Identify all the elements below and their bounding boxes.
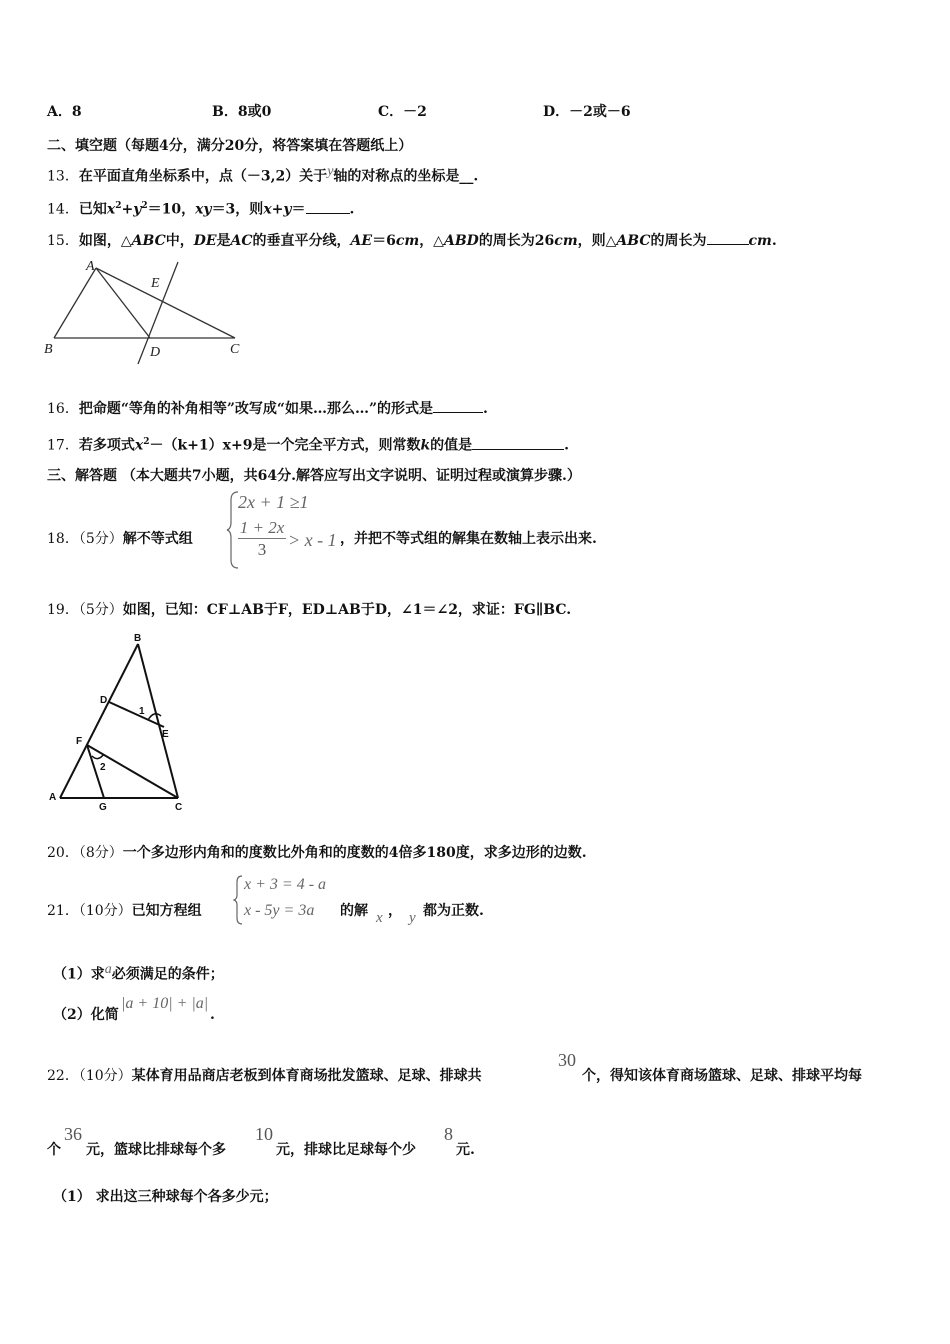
q21-system-brace bbox=[233, 875, 243, 925]
q15-segment-ad bbox=[96, 268, 150, 338]
q19-label-d: D bbox=[100, 695, 108, 706]
option-c-letter: C． bbox=[378, 104, 404, 120]
option-b bbox=[212, 102, 271, 122]
q15-t4: 的垂直平分线， bbox=[252, 233, 351, 249]
q17-k: k bbox=[420, 437, 431, 454]
q15-number: 15． bbox=[47, 233, 79, 249]
option-b-text: 8或0 bbox=[237, 104, 272, 120]
q14-text-b: ＝10， bbox=[147, 201, 196, 218]
q19-number: 19． bbox=[47, 602, 79, 618]
q15-abd: ABD bbox=[443, 233, 479, 249]
q21-equation-1: x + 3 = 4 - a bbox=[244, 876, 327, 893]
q14-x: x bbox=[106, 201, 116, 218]
option-a bbox=[47, 102, 82, 122]
q15-cm3: cm bbox=[748, 233, 772, 249]
q18-score: （5分） bbox=[78, 531, 123, 547]
q21-part1-label: （1） bbox=[53, 966, 91, 983]
q14-number: 14． bbox=[47, 201, 79, 218]
q19-label-ang2: 2 bbox=[100, 762, 106, 773]
q21-number: 21． bbox=[47, 903, 79, 919]
q13-var-y: y bbox=[327, 164, 334, 179]
q21-part2-text-a: 化简 bbox=[90, 1007, 119, 1023]
q14-end: . bbox=[349, 201, 355, 218]
question-17 bbox=[47, 432, 569, 456]
q17-x: x bbox=[134, 437, 144, 454]
q16-answer-blank bbox=[433, 398, 483, 413]
q15-end: . bbox=[771, 233, 777, 249]
option-a-letter: A． bbox=[47, 104, 72, 120]
q15-de: DE bbox=[193, 233, 217, 249]
q21-var-x: x bbox=[376, 910, 383, 926]
q15-t8: ，则△ bbox=[577, 233, 617, 249]
q15-side-ac bbox=[96, 268, 235, 338]
q22-text-e: 元，排球比足球每个少 bbox=[276, 1142, 416, 1158]
q13-text-a: 在平面直角坐标系中，点（－3,2）关于 bbox=[78, 168, 328, 185]
option-a-text: 8 bbox=[71, 104, 82, 120]
q21-part2-end: . bbox=[210, 1007, 215, 1023]
section-3-title: 三、解答题 （本大题共7小题，共64分.解答应写出文字说明、证明过程或演算步骤.） bbox=[47, 468, 581, 484]
q22-number-10: 10 bbox=[255, 1124, 273, 1144]
q18-text-a: 解不等式组 bbox=[122, 531, 193, 547]
q18-fraction-numerator: 1 + 2x bbox=[239, 518, 285, 537]
q18-text-b: ，并把不等式组的解集在数轴上表示出来. bbox=[340, 531, 597, 547]
q21-part2-expression: |a + 10| + |a| bbox=[121, 995, 209, 1012]
q15-ae: AE bbox=[350, 233, 373, 249]
q14-text-a: 已知 bbox=[78, 201, 107, 218]
q21-comma: ， bbox=[388, 903, 402, 919]
q14-sq1: 2 bbox=[115, 201, 122, 211]
q22-number-8: 8 bbox=[444, 1124, 453, 1144]
q15-triangle-figure bbox=[40, 256, 250, 368]
q15-abc1: ABC bbox=[131, 233, 166, 249]
q22-text-c: 个 bbox=[47, 1142, 61, 1158]
question-14 bbox=[47, 196, 354, 220]
q17-text-b: －（k+1）x+9是一个完全平方式，则常数 bbox=[149, 437, 421, 454]
q22-number-36: 36 bbox=[64, 1124, 82, 1144]
q22-part1-text: 求出这三种球每个各多少元； bbox=[90, 1189, 278, 1205]
q14-plus: + bbox=[121, 201, 134, 218]
q19-label-f: F bbox=[76, 736, 83, 747]
q19-triangle-figure bbox=[44, 628, 196, 814]
q17-answer-blank bbox=[472, 435, 564, 450]
q21-score: （10分） bbox=[78, 903, 132, 919]
q15-label-b: B bbox=[44, 342, 53, 357]
q20-text: 一个多边形内角和的度数比外角和的度数的4倍多180度，求多边形的边数. bbox=[122, 845, 587, 861]
q15-cm1: cm bbox=[395, 233, 420, 249]
q22-text-f: 元. bbox=[456, 1142, 475, 1158]
q15-ac: AC bbox=[230, 233, 253, 249]
q22-number: 22． bbox=[47, 1068, 79, 1084]
question-22 bbox=[47, 1066, 482, 1086]
q15-t2: 中， bbox=[165, 233, 194, 249]
q14-sq2: 2 bbox=[141, 201, 148, 211]
q15-t1: 如图，△ bbox=[78, 233, 132, 249]
q22-text-a: 某体育用品商店老板到体育商场批发篮球、足球、排球共 bbox=[131, 1068, 482, 1084]
q22-number-30: 30 bbox=[558, 1050, 576, 1070]
q13-text-b: 轴的对称点的坐标是 bbox=[333, 168, 460, 185]
q19-label-e: E bbox=[162, 729, 169, 740]
q15-label-d: D bbox=[150, 345, 161, 360]
q18-fraction bbox=[238, 518, 286, 561]
q18-row2-rest: > x - 1 bbox=[288, 530, 337, 550]
q21-text-c: 都为正数. bbox=[423, 903, 484, 919]
q15-label-e: E bbox=[151, 276, 160, 291]
q20-number: 20． bbox=[47, 845, 79, 861]
q19-side-ab bbox=[60, 644, 138, 798]
q15-t3: 是 bbox=[216, 233, 231, 249]
question-21 bbox=[47, 901, 202, 921]
q19-score: （5分） bbox=[78, 602, 123, 618]
q15-t9: 的周长为 bbox=[650, 233, 707, 249]
question-18 bbox=[47, 529, 193, 549]
q14-y: y bbox=[133, 201, 142, 218]
q18-fraction-denominator: 3 bbox=[257, 540, 267, 559]
q19-label-b: B bbox=[134, 633, 142, 644]
q16-text: 把命题“等角的补角相等”改写成“如果…那么…”的形式是 bbox=[78, 401, 434, 417]
q15-side-ab bbox=[54, 268, 96, 338]
option-c-text: －2 bbox=[403, 104, 427, 120]
question-13 bbox=[47, 162, 478, 187]
q15-answer-blank bbox=[707, 230, 749, 245]
q15-abc2: ABC bbox=[616, 233, 651, 249]
q13-number: 13． bbox=[47, 168, 79, 185]
q14-xy: xy bbox=[195, 201, 212, 218]
question-20 bbox=[47, 843, 587, 863]
question-19 bbox=[47, 600, 571, 620]
q22-part-1 bbox=[53, 1187, 278, 1207]
q19-side-bc bbox=[138, 644, 178, 798]
q15-label-a: A bbox=[86, 259, 95, 274]
q17-number: 17． bbox=[47, 437, 79, 454]
q21-text-b: 的解 bbox=[340, 903, 368, 919]
q17-end: . bbox=[564, 437, 570, 454]
q19-label-a: A bbox=[49, 792, 57, 803]
option-b-letter: B． bbox=[212, 104, 238, 120]
q21-part1-var-a: a bbox=[104, 962, 112, 977]
q21-part-2 bbox=[53, 1005, 119, 1025]
q22-text-d: 元，篮球比排球每个多 bbox=[86, 1142, 226, 1158]
q21-equation-2: x - 5y = 3a bbox=[244, 902, 315, 919]
q17-text-c: 的值是 bbox=[430, 437, 473, 454]
q15-t6: ，△ bbox=[419, 233, 444, 249]
q14-xy2: x+y bbox=[263, 201, 292, 218]
q19-label-ang1: 1 bbox=[139, 706, 145, 717]
q17-text-a: 若多项式 bbox=[78, 437, 135, 454]
option-d bbox=[543, 102, 631, 122]
q21-part1-text-a: 求 bbox=[90, 966, 105, 983]
section-2-title: 二、填空题（每题4分，满分20分，将答案填在答题纸上） bbox=[47, 138, 413, 154]
q17-sq: 2 bbox=[143, 437, 150, 447]
q14-text-d: ＝ bbox=[291, 201, 306, 218]
q19-text: 如图，已知：CF⊥AB于F，ED⊥AB于D，∠1＝∠2，求证：FG∥BC. bbox=[122, 602, 572, 618]
q16-end: . bbox=[483, 401, 488, 417]
q15-label-c: C bbox=[230, 342, 240, 357]
q22-text-b: 个，得知该体育商场篮球、足球、排球平均每 bbox=[582, 1068, 862, 1084]
q21-text-a: 已知方程组 bbox=[131, 903, 202, 919]
q19-label-c: C bbox=[175, 802, 183, 813]
q19-label-g: G bbox=[99, 802, 107, 813]
q18-number: 18． bbox=[47, 531, 79, 547]
question-16 bbox=[47, 398, 488, 419]
q21-part2-label: （2） bbox=[53, 1007, 91, 1023]
option-d-text: －2或－6 bbox=[569, 104, 631, 120]
q14-answer-blank bbox=[306, 199, 350, 214]
q21-var-y: y bbox=[409, 910, 416, 926]
q15-t5: ＝6 bbox=[372, 233, 396, 249]
q20-score: （8分） bbox=[78, 845, 123, 861]
q21-part1-text-b: 必须满足的条件； bbox=[111, 966, 224, 983]
q18-row1: 2x + 1 ≥1 bbox=[238, 492, 309, 512]
q14-text-c: ＝3，则 bbox=[211, 201, 264, 218]
option-d-letter: D． bbox=[543, 104, 570, 120]
q21-part-1 bbox=[53, 960, 224, 985]
q16-number: 16． bbox=[47, 401, 79, 417]
q15-t7: 的周长为26 bbox=[478, 233, 555, 249]
q22-score: （10分） bbox=[78, 1068, 132, 1084]
option-c bbox=[378, 102, 427, 122]
q13-blank: __. bbox=[459, 168, 479, 185]
q19-angle-1-arc bbox=[148, 714, 161, 720]
q15-cm2: cm bbox=[554, 233, 578, 249]
q22-part1-label: （1） bbox=[53, 1189, 91, 1205]
question-15 bbox=[47, 230, 777, 251]
